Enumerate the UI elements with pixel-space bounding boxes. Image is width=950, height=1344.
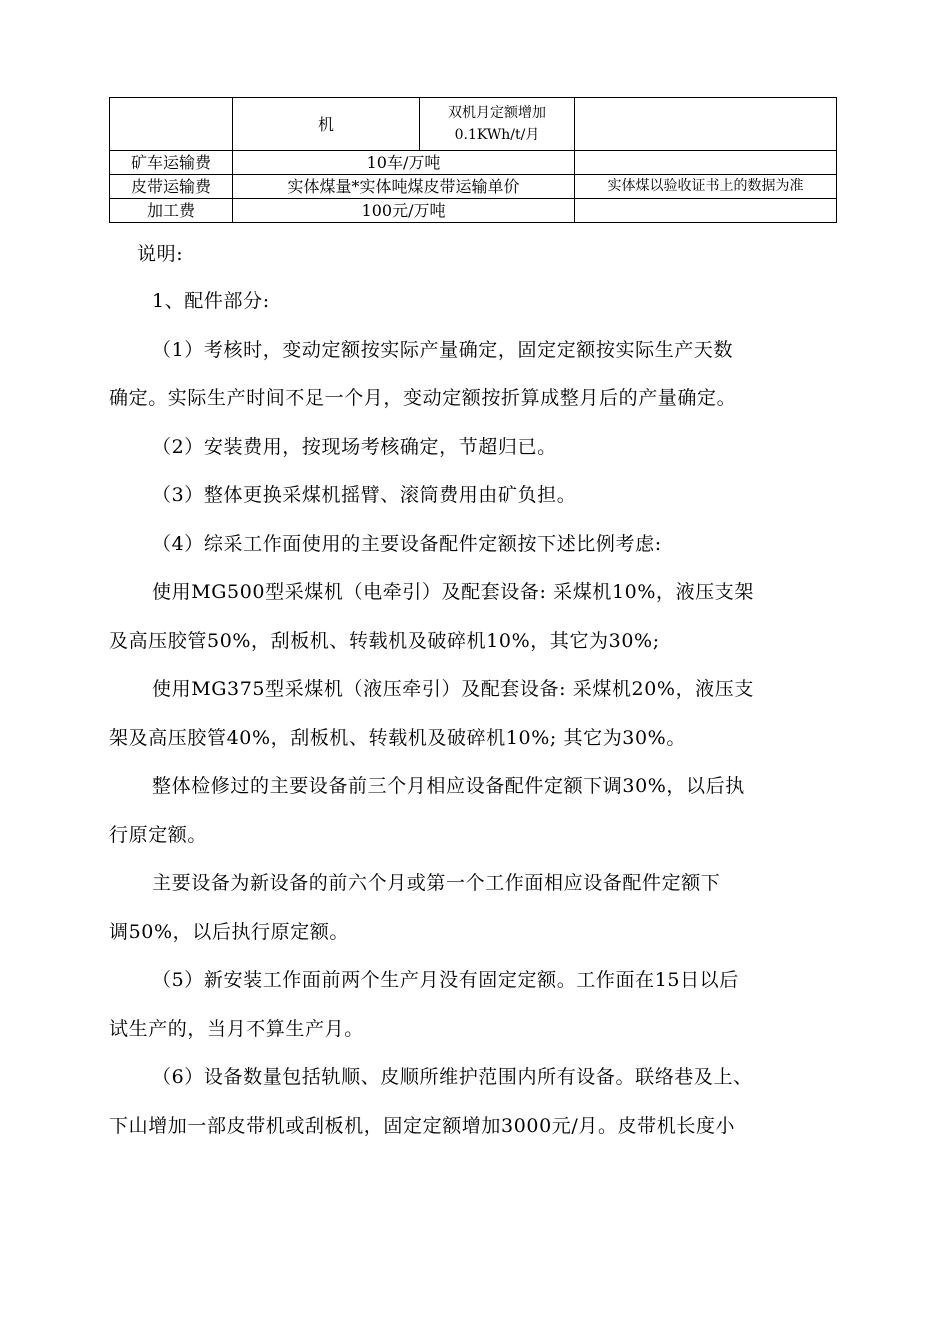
paragraph-line: （1）考核时，变动定额按实际产量确定，固定定额按实际生产天数 [152,338,734,361]
table-cell [420,98,575,151]
table-row [110,98,837,151]
paragraph-line: 下山增加一部皮带机或刮板机，固定定额增加3000元/月。皮带机长度小 [109,1114,736,1137]
table-cell-item: 加工费 [110,199,233,223]
table-cell-note: 实体煤以验收证书上的数据为准 [575,175,837,199]
paragraph-line: （3）整体更换采煤机摇臂、滚筒费用由矿负担。 [152,484,577,506]
table-cell: 机 [233,98,420,151]
table-row [110,175,837,199]
table-cell-value: 10车/万吨 [233,151,575,175]
quota-table [109,97,837,223]
table-cell-note [575,151,837,175]
table-cell [575,98,837,151]
cell-line: 双机月定额增加 [448,105,546,121]
table-cell-item: 皮带运输费 [110,175,233,199]
paragraph-line: 试生产的，当月不算生产月。 [109,1017,364,1040]
paragraph-line: （2）安装费用，按现场考核确定，节超归已。 [152,435,557,458]
paragraph-line: 行原定额。 [109,823,208,846]
explanation-label: 说明: [137,243,184,265]
paragraph-line: 主要设备为新设备的前六个月或第一个工作面相应设备配件定额下 [152,872,721,894]
paragraph-line: （4）综采工作面使用的主要设备配件定额按下述比例考虑: [152,532,662,555]
paragraph-line: （5）新安装工作面前两个生产月没有固定定额。工作面在15日以后 [152,969,739,991]
cell-line: 0.1KWh/t/月 [454,127,540,143]
paragraph-line: 使用MG500型采煤机（电牵引）及配套设备: 采煤机10%，液压支架 [152,581,754,603]
table-row [110,151,837,175]
table-cell-value: 100元/万吨 [233,199,575,223]
table-row [110,199,837,223]
paragraph-line: 调50%，以后执行原定额。 [109,920,350,943]
paragraph-line: 整体检修过的主要设备前三个月相应设备配件定额下调30%，以后执 [152,775,745,797]
paragraph-line: 使用MG375型采煤机（液压牵引）及配套设备: 采煤机20%，液压支 [152,678,754,700]
paragraph-line: 架及高压胶管40%，刮板机、转载机及破碎机10%; 其它为30%。 [109,726,686,749]
table-cell-note [575,199,837,223]
table-cell-item: 矿车运输费 [110,151,233,175]
paragraph-line: 及高压胶管50%，刮板机、转载机及破碎机10%，其它为30%; [109,629,660,652]
paragraph-line: （6）设备数量包括轨顺、皮顺所维护范围内所有设备。联络巷及上、 [152,1066,753,1088]
section-heading: 1、配件部分: [152,290,270,312]
explanation-body [109,232,839,1150]
table-cell-value: 实体煤量*实体吨煤皮带运输单价 [233,175,575,199]
table-cell [110,98,233,151]
paragraph-line: 确定。实际生产时间不足一个月，变动定额按折算成整月后的产量确定。 [109,387,737,409]
